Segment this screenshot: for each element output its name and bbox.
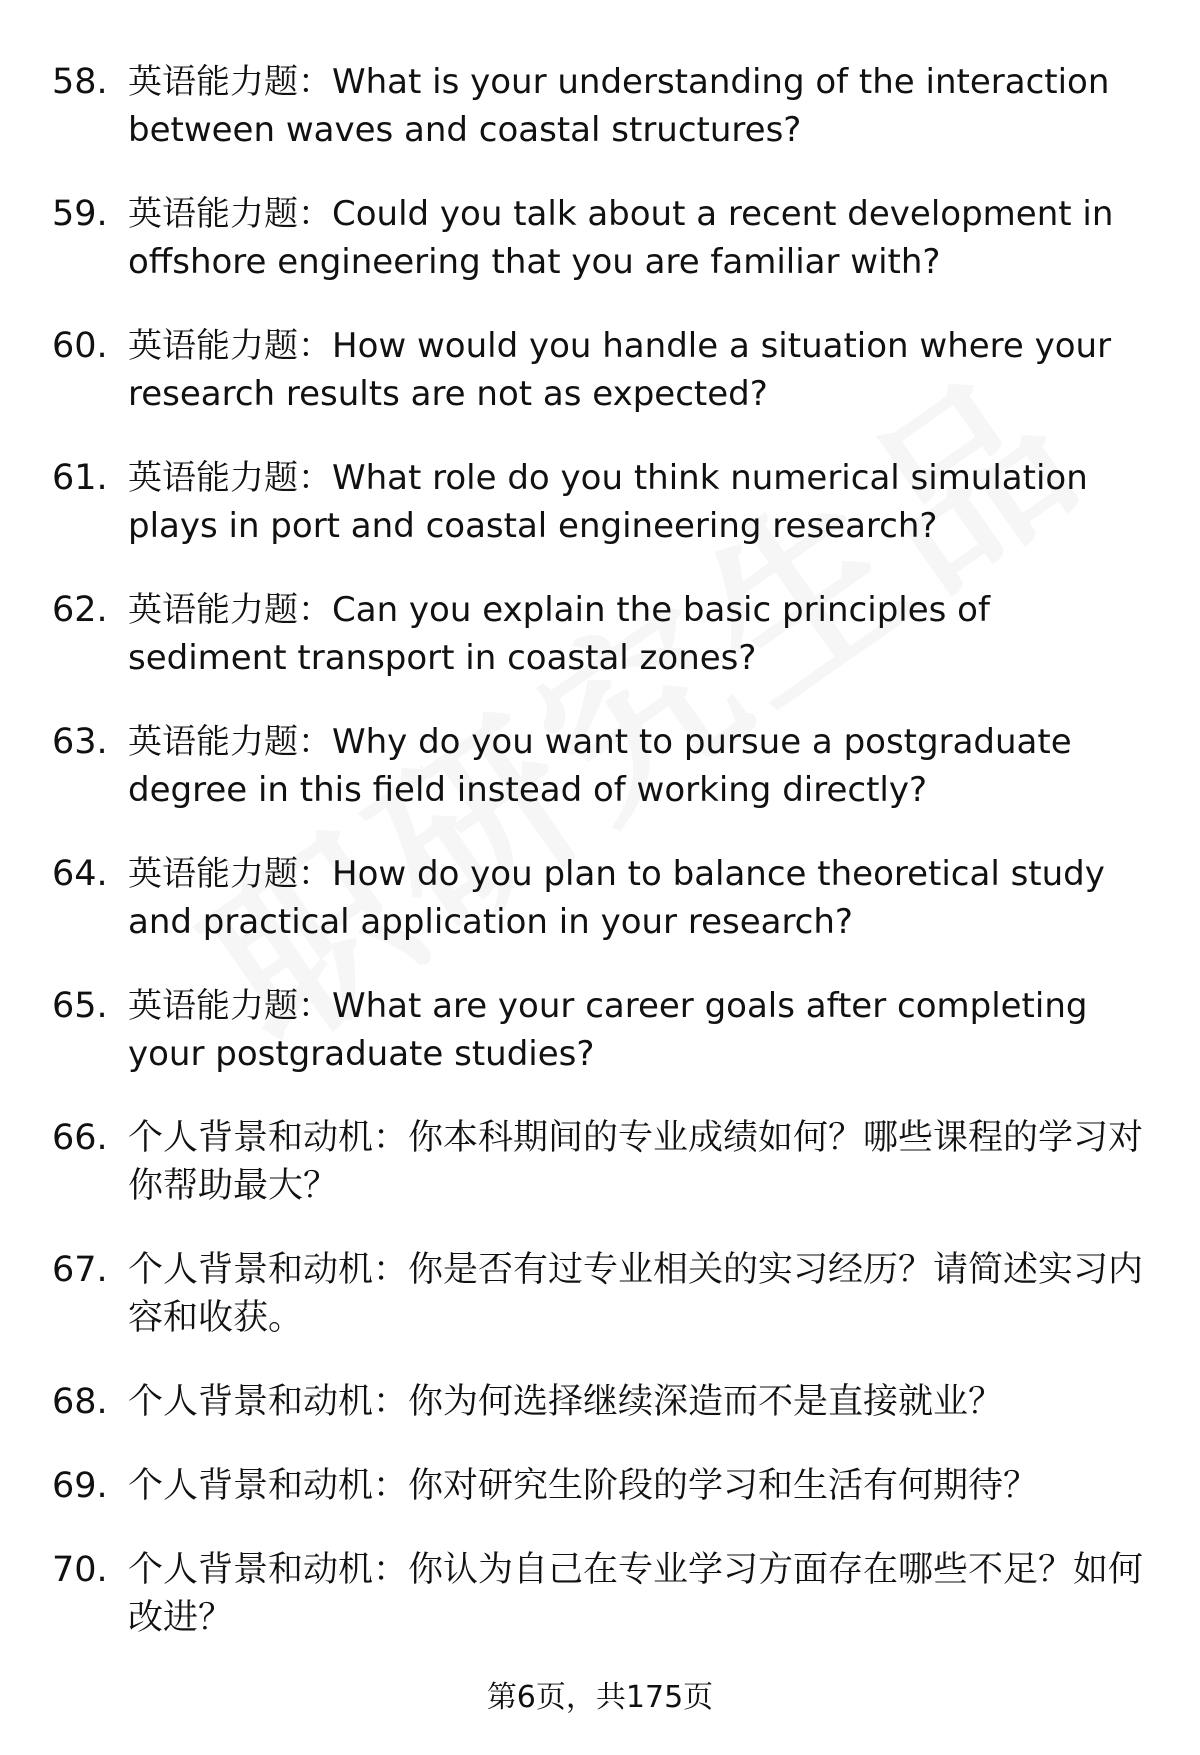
question-number: 62. — [52, 590, 108, 630]
question-number: 68. — [52, 1382, 108, 1422]
question-text: 个人背景和动机：你本科期间的专业成绩如何？哪些课程的学习对你帮助最大？ — [128, 1118, 1144, 1206]
question-number: 60. — [52, 326, 108, 366]
question-text: 英语能力题：What is your understanding of the interaction between waves and coastal structures? — [128, 62, 1110, 150]
question-number: 67. — [52, 1250, 108, 1290]
question-item — [0, 322, 1200, 454]
question-text: 个人背景和动机：你对研究生阶段的学习和生活有何期待？ — [128, 1466, 1039, 1506]
question-item — [0, 1462, 1200, 1546]
question-item — [0, 718, 1200, 850]
question-item — [0, 1114, 1200, 1246]
question-number: 59. — [52, 194, 108, 234]
question-text: 英语能力题：Why do you want to pursue a postgraduate degree in this field instead of working directly? — [128, 722, 1072, 810]
question-item — [0, 1246, 1200, 1378]
question-item — [0, 982, 1200, 1114]
question-text: 个人背景和动机：你为何选择继续深造而不是直接就业？ — [128, 1382, 1004, 1422]
question-text: 英语能力题：How would you handle a situation where your research results are not as expected? — [128, 326, 1112, 414]
question-item — [0, 1378, 1200, 1462]
question-text: 英语能力题：What are your career goals after completing your postgraduate studies? — [128, 986, 1088, 1074]
question-number: 65. — [52, 986, 108, 1026]
question-number: 70. — [52, 1550, 108, 1590]
question-item — [0, 850, 1200, 982]
question-number: 63. — [52, 722, 108, 762]
question-text: 英语能力题：How do you plan to balance theoretical study and practical application in your research? — [128, 854, 1105, 942]
question-text: 英语能力题：Could you talk about a recent development in offshore engineering that you are familiar with? — [128, 194, 1114, 282]
question-text: 英语能力题：Can you explain the basic principles of sediment transport in coastal zones? — [128, 590, 990, 678]
question-number: 61. — [52, 458, 108, 498]
question-item — [0, 190, 1200, 322]
page-number-footer: 第6页，共175页 — [486, 1680, 714, 1715]
question-list — [0, 58, 1200, 1678]
question-text: 个人背景和动机：你是否有过专业相关的实习经历？请简述实习内容和收获。 — [128, 1250, 1144, 1338]
question-text: 个人背景和动机：你认为自己在专业学习方面存在哪些不足？如何改进？ — [128, 1550, 1144, 1638]
question-number: 69. — [52, 1466, 108, 1506]
question-number: 58. — [52, 62, 108, 102]
question-item — [0, 58, 1200, 190]
question-item — [0, 454, 1200, 586]
question-number: 64. — [52, 854, 108, 894]
question-item — [0, 1546, 1200, 1678]
question-number: 66. — [52, 1118, 108, 1158]
question-item — [0, 586, 1200, 718]
question-text: 英语能力题：What role do you think numerical simulation plays in port and coastal engineering research? — [128, 458, 1088, 546]
